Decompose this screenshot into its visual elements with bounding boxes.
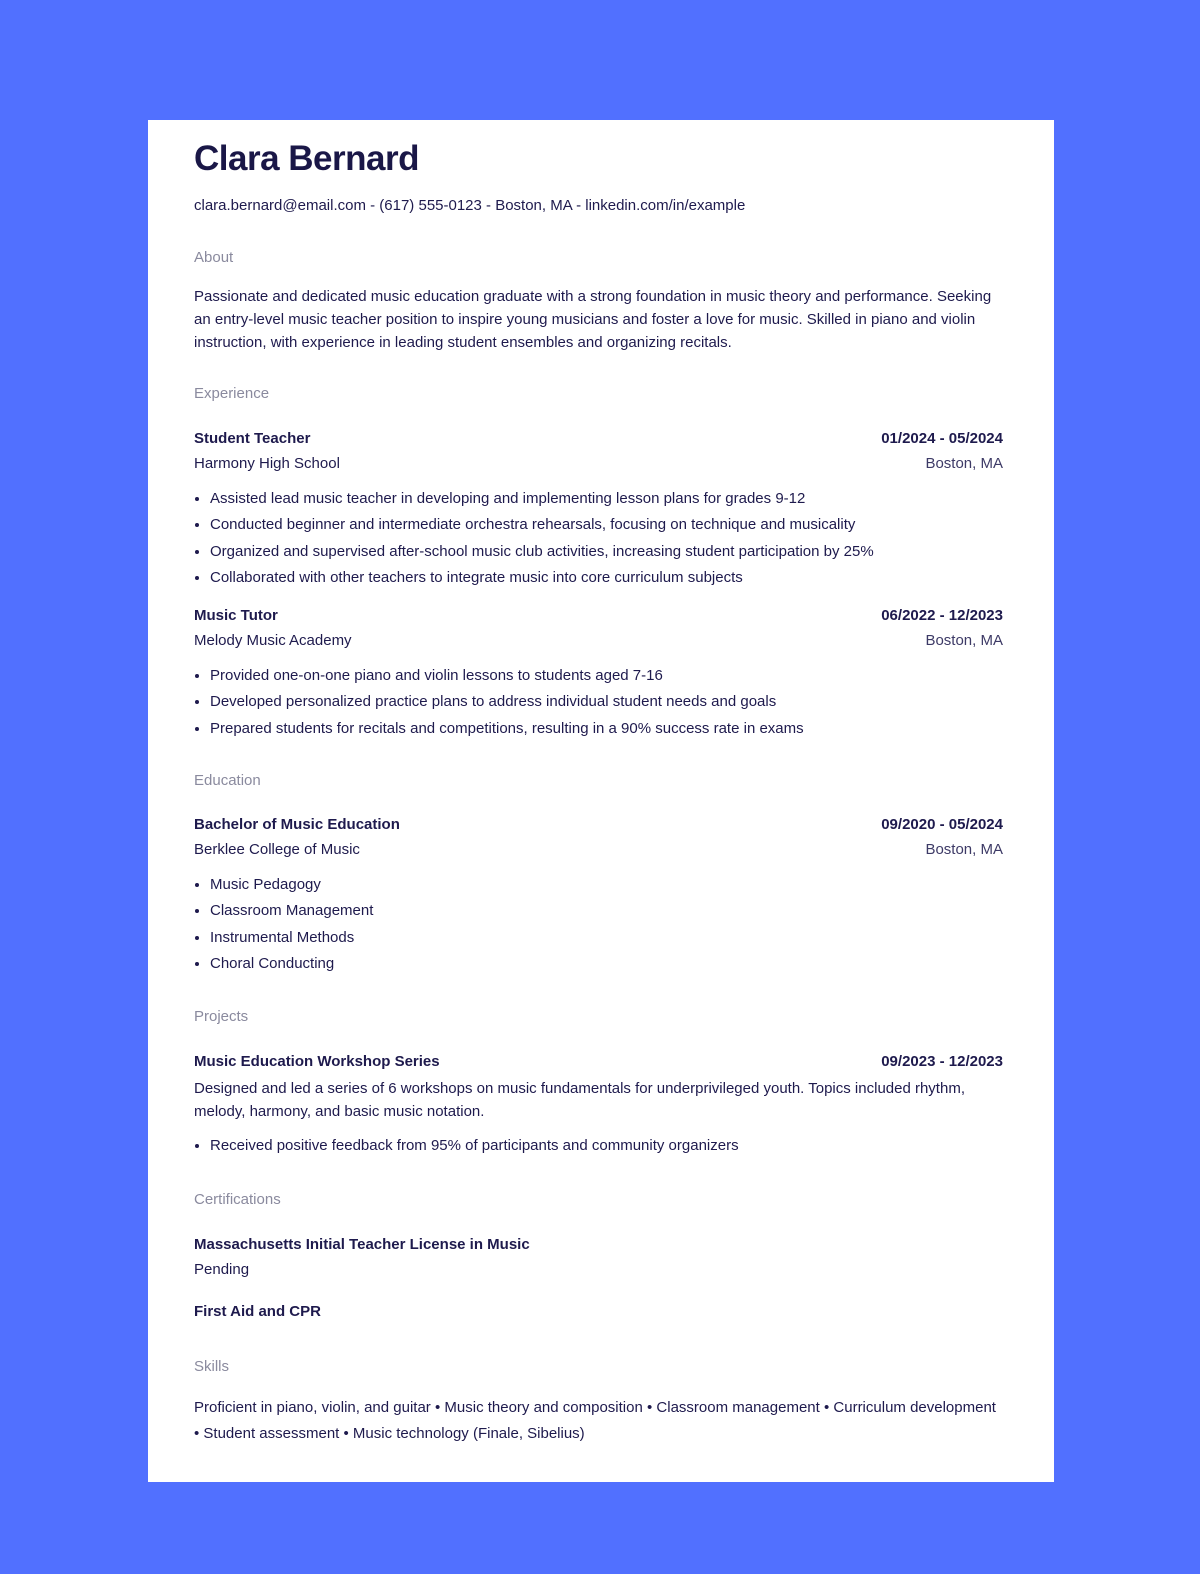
- list-item: • Collaborated with other teachers to integrate music into core curriculum subjects: [210, 565, 1003, 591]
- list-item: • Classroom Management: [210, 898, 1003, 924]
- contact-line: clara.bernard@email.com - (617) 555-0123 - Boston, MA - linkedin.com/in/example: [194, 197, 746, 214]
- list-item: • Provided one-on-one piano and violin lessons to students aged 7-16: [210, 663, 1003, 689]
- job-org: Harmony High School: [194, 455, 340, 472]
- resume-page: [148, 120, 1054, 1482]
- job-location: Boston, MA: [925, 632, 1003, 650]
- job-dates: 01/2024 - 05/2024: [881, 430, 1003, 447]
- certification-entry: [194, 1302, 1003, 1322]
- job-entry: [194, 606, 1003, 742]
- education-subheader: [194, 840, 1003, 860]
- list-item: • Instrumental Methods: [210, 925, 1003, 951]
- certification-name: [194, 1302, 1003, 1322]
- certification-entry: [194, 1235, 1003, 1280]
- education-degree: Bachelor of Music Education: [194, 816, 400, 834]
- project-name: Music Education Workshop Series: [194, 1053, 440, 1071]
- job-header: [194, 606, 1003, 626]
- section-title-skills: Skills: [194, 1357, 230, 1375]
- list-item: • Conducted beginner and intermediate orchestra rehearsals, focusing on technique and musicality: [210, 512, 1003, 538]
- job-location: Boston, MA: [925, 455, 1003, 472]
- project-header: [194, 1052, 1003, 1072]
- education-dates: 09/2020 - 05/2024: [881, 816, 1003, 834]
- section-title-experience: Experience: [194, 385, 270, 402]
- certification-name-text: First Aid and CPR: [194, 1302, 321, 1320]
- job-bullets: [194, 486, 1003, 591]
- job-org: Melody Music Academy: [194, 632, 352, 650]
- project-dates: 09/2023 - 12/2023: [881, 1053, 1003, 1071]
- list-item: • Assisted lead music teacher in developing and implementing lesson plans for grades 9-12: [210, 486, 1003, 512]
- section-title-about: About: [194, 249, 234, 266]
- education-location: Boston, MA: [925, 841, 1003, 859]
- education-bullets: [194, 872, 1003, 977]
- list-item: • Prepared students for recitals and competitions, resulting in a 90% success rate in exams: [210, 716, 1003, 742]
- job-header: [194, 429, 1003, 449]
- list-item: • Developed personalized practice plans to address individual student needs and goals: [210, 689, 1003, 715]
- project-bullets: [194, 1133, 1003, 1159]
- section-title-education: Education: [194, 772, 261, 790]
- list-item: • Music Pedagogy: [210, 872, 1003, 898]
- project-description: Designed and led a series of 6 workshops on music fundamentals for underprivileged youth. Topics included rhythm, melody, harmony, and basic music notation.: [194, 1080, 965, 1121]
- certification-status: [194, 1260, 1003, 1280]
- about-text: Passionate and dedicated music education graduate with a strong foundation in music theory and performance. Seeking an entry-level music teacher position to inspire young musicians and foster a love for music. Skilled in piano and violin instruction, with experience in leading student ensembles and organizing recitals.: [194, 288, 992, 351]
- education-entry: [194, 815, 1003, 977]
- list-item: • Choral Conducting: [210, 951, 1003, 977]
- project-entry: [194, 1052, 1003, 1159]
- education-header: [194, 815, 1003, 835]
- job-bullets: [194, 663, 1003, 742]
- section-title-certifications: Certifications: [194, 1190, 281, 1208]
- job-subheader: [194, 454, 1003, 474]
- certification-status-text: Pending: [194, 1260, 250, 1278]
- candidate-name: Clara Bernard: [194, 139, 419, 178]
- certification-name-text: Massachusetts Initial Teacher License in Music: [194, 1235, 530, 1253]
- job-entry: [194, 429, 1003, 591]
- education-school: Berklee College of Music: [194, 841, 360, 859]
- job-role: Music Tutor: [194, 607, 278, 625]
- skills-text: Proficient in piano, violin, and guitar • Music theory and composition • Classroom management • Curriculum development • Student assessment • Music technology (Finale, Sibelius): [194, 1398, 996, 1442]
- job-role: Student Teacher: [194, 430, 311, 447]
- job-dates: 06/2022 - 12/2023: [881, 607, 1003, 625]
- job-subheader: [194, 631, 1003, 651]
- list-item: • Organized and supervised after-school music club activities, increasing student participation by 25%: [210, 539, 1003, 565]
- section-title-projects: Projects: [194, 1008, 249, 1026]
- certification-name: [194, 1235, 1003, 1255]
- list-item: • Received positive feedback from 95% of participants and community organizers: [210, 1133, 1003, 1159]
